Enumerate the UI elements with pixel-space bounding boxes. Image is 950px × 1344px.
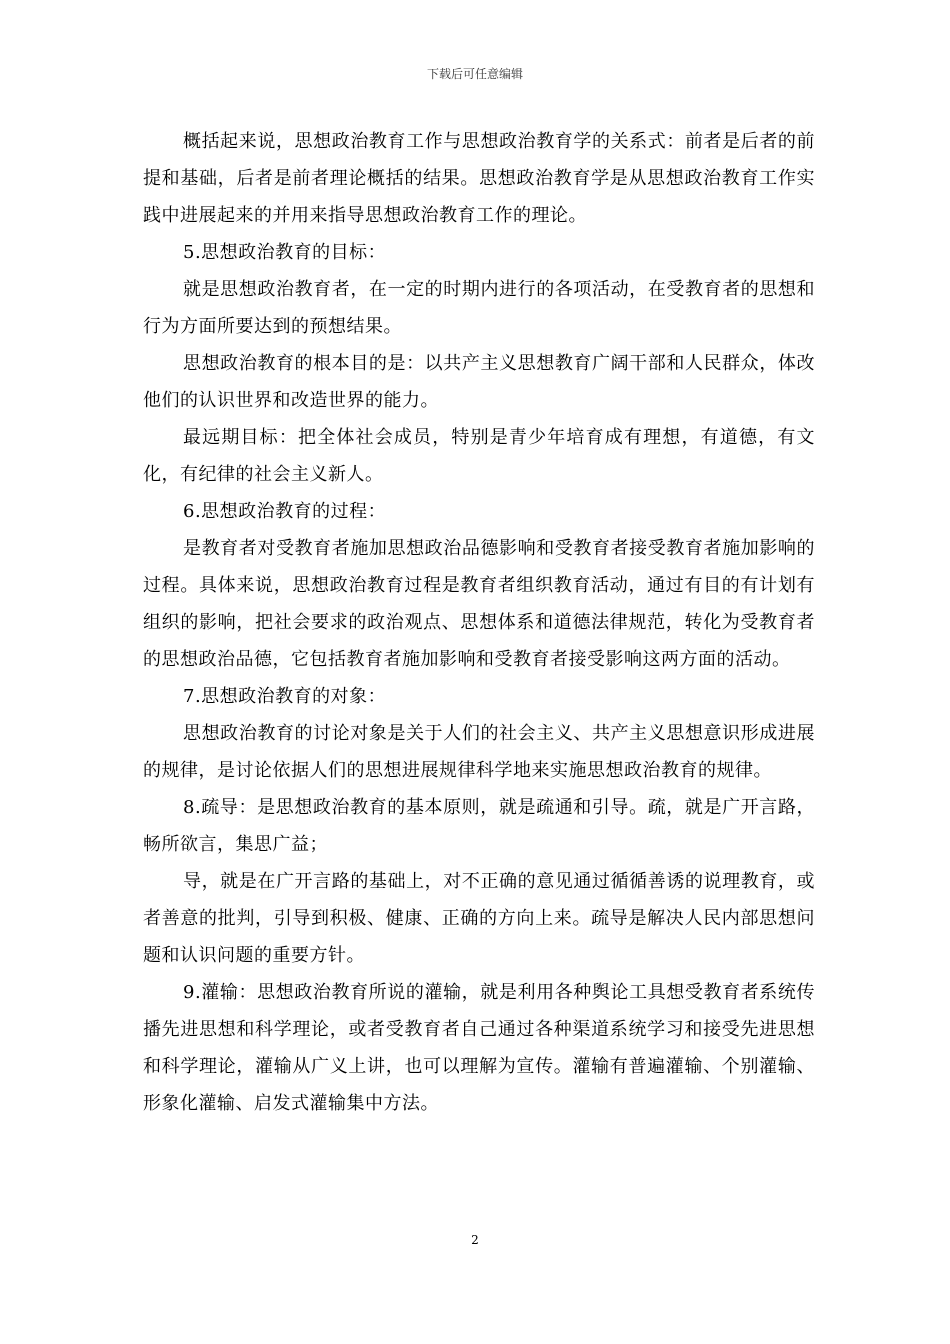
heading-process: 6.思想政治教育的过程： — [183, 501, 387, 522]
paragraph-instillation: 9.灌输：思想政治教育所说的灌输，就是利用各种舆论工具想受教育者系统传播先进思想和科学理论，或者受教育者自己通过各种渠道系统学习和接受先进思想和科学理论，灌输从广义上讲，也可以理解为宣传。灌输有普遍灌输、个别灌输、形象化灌输、启发式灌输集中方法。 — [143, 982, 815, 1114]
paragraph-goal-definition: 就是思想政治教育者，在一定的时期内进行的各项活动，在受教育者的思想和行为方面所要达到的预想结果。 — [143, 279, 815, 337]
paragraph-summary: 概括起来说，思想政治教育工作与思想政治教育学的关系式：前者是后者的前提和基础，后者是前者理论概括的结果。思想政治教育学是从思想政治教育工作实践中进展起来的并用来指导思想政治教育工作的理论。 — [143, 131, 815, 226]
paragraph-guidance: 8.疏导：是思想政治教育的基本原则，就是疏通和引导。疏，就是广开言路，畅所欲言，集思广益； — [143, 797, 815, 855]
paragraph-fundamental-purpose: 思想政治教育的根本目的是：以共产主义思想教育广阔干部和人民群众，体改他们的认识世界和改造世界的能力。 — [143, 353, 815, 411]
page-number: 2 — [471, 1233, 479, 1247]
heading-goal: 5.思想政治教育的目标： — [183, 242, 387, 263]
paragraph-guidance-detail: 导，就是在广开言路的基础上，对不正确的意见通过循循善诱的说理教育，或者善意的批判，引导到积极、健康、正确的方向上来。疏导是解决人民内部思想问题和认识问题的重要方针。 — [143, 871, 815, 966]
document-body — [143, 123, 815, 1122]
paragraph-long-term-goal: 最远期目标：把全体社会成员，特别是青少年培育成有理想，有道德，有文化，有纪律的社会主义新人。 — [143, 427, 815, 485]
paragraph-object: 思想政治教育的讨论对象是关于人们的社会主义、共产主义思想意识形成进展的规律，是讨论依据人们的思想进展规律科学地来实施思想政治教育的规律。 — [143, 723, 815, 781]
page-header: 下载后可任意编辑 — [426, 67, 523, 81]
paragraph-process: 是教育者对受教育者施加思想政治品德影响和受教育者接受教育者施加影响的过程。具体来说，思想政治教育过程是教育者组织教育活动，通过有目的有计划有组织的影响，把社会要求的政治观点、思想体系和道德法律规范，转化为受教育者的思想政治品德，它包括教育者施加影响和受教育者接受影响这两方面的活动。 — [143, 538, 815, 670]
heading-object: 7.思想政治教育的对象： — [183, 686, 387, 707]
